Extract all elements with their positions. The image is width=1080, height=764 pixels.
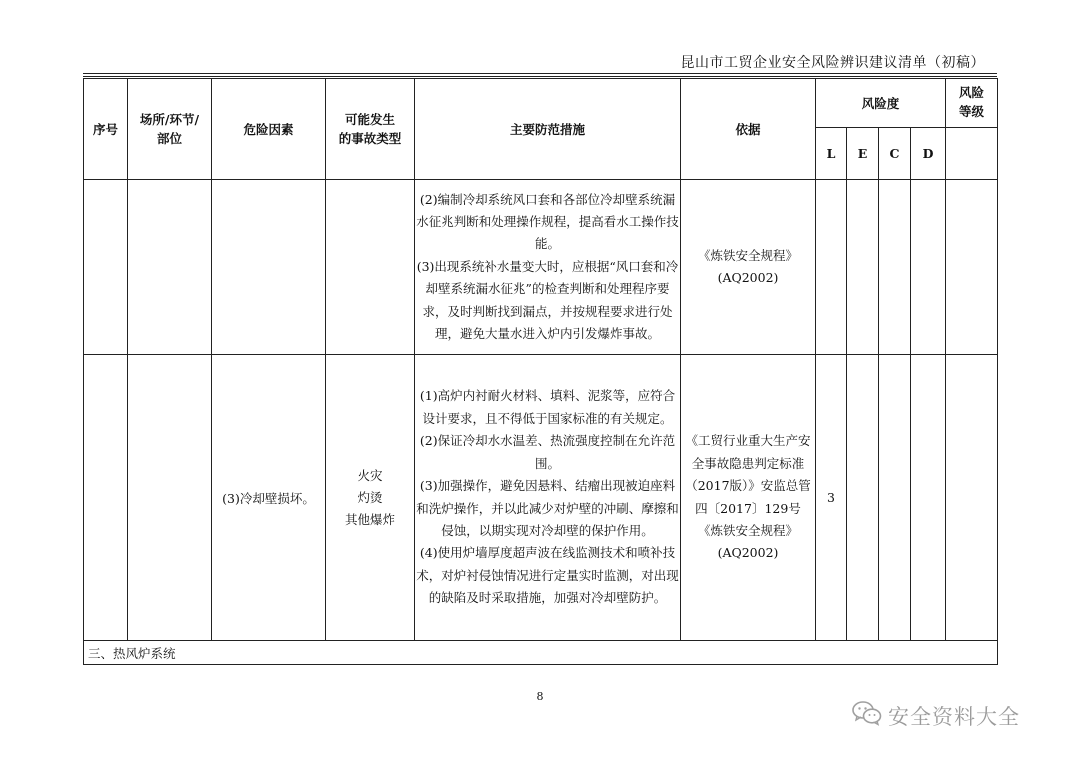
measure-item: (3)出现系统补水量变大时，应根据“风口套和冷却壁系统漏水征兆”的检查判断和处理程序要求，及时判断找到漏点，并按规程要求进行处理，避免大量水进入炉内引发爆炸事故。 bbox=[416, 258, 679, 342]
cell-L bbox=[816, 180, 847, 355]
cell-seq bbox=[84, 355, 128, 641]
header-risk-degree: 风险度 bbox=[816, 79, 946, 128]
header-risk-level-line2: 等级 bbox=[959, 104, 985, 119]
section-row-title: 三、热风炉系统 bbox=[84, 641, 998, 665]
header-level-blank bbox=[946, 128, 998, 180]
cell-accident bbox=[326, 355, 415, 641]
header-accident-type bbox=[326, 79, 415, 180]
cell-E bbox=[847, 180, 879, 355]
basis-line: 《炼铁安全规程》 bbox=[697, 247, 798, 263]
header-C: C bbox=[879, 128, 911, 180]
header-basis: 依据 bbox=[681, 79, 816, 180]
cell-location bbox=[128, 355, 212, 641]
cell-C bbox=[879, 355, 911, 641]
basis-line: 《工贸行业重大生产安全事故隐患判定标准 bbox=[685, 433, 811, 471]
document-header-title: 昆山市工贸企业安全风险辨识建议清单（初稿） bbox=[680, 55, 985, 71]
cell-basis bbox=[681, 355, 816, 641]
header-rule-bottom bbox=[83, 76, 997, 77]
cell-L: 3 bbox=[816, 355, 847, 641]
cell-D bbox=[911, 180, 946, 355]
cell-hazard: (3)冷却壁损坏。 bbox=[212, 355, 326, 641]
basis-line: (AQ2002) bbox=[717, 545, 779, 561]
cell-level bbox=[946, 355, 998, 641]
header-risk-level bbox=[946, 79, 998, 128]
header-risk-level-line1: 风险 bbox=[959, 85, 985, 100]
wechat-icon bbox=[852, 700, 888, 731]
header-L: L bbox=[816, 128, 847, 180]
cell-level bbox=[946, 180, 998, 355]
accident-type: 灼烫 bbox=[357, 489, 383, 505]
header-E: E bbox=[847, 128, 879, 180]
watermark-text: 安全资料大全 bbox=[888, 704, 1020, 729]
header-rule-thin bbox=[83, 73, 997, 74]
cell-E bbox=[847, 355, 879, 641]
risk-identification-table bbox=[83, 78, 998, 665]
measure-item: (1)高炉内衬耐火材料、填料、泥浆等，应符合设计要求，且不得低于国家标准的有关规定。 bbox=[419, 388, 676, 426]
header-measures: 主要防范措施 bbox=[415, 79, 681, 180]
cell-C bbox=[879, 180, 911, 355]
header-accident-line1: 可能发生 bbox=[344, 112, 395, 127]
measure-item: (4)使用炉墙厚度超声波在线监测技术和喷补技术，对炉衬侵蚀情况进行定量实时监测，对出现的缺陷及时采取措施，加强对冷却壁防护。 bbox=[416, 545, 679, 606]
measure-item: (2)编制冷却系统风口套和各部位冷却壁系统漏水征兆判断和处理操作规程，提高看水工操作技能。 bbox=[416, 191, 679, 252]
page-number: 8 bbox=[536, 690, 544, 703]
header-location-line2: 部位 bbox=[156, 131, 182, 146]
watermark bbox=[852, 700, 1020, 731]
header-location-line1: 场所/环节/ bbox=[139, 112, 200, 127]
cell-measures bbox=[415, 180, 681, 355]
cell-D bbox=[911, 355, 946, 641]
measure-item: (2)保证冷却水水温差、热流强度控制在允许范围。 bbox=[419, 433, 676, 471]
cell-accident bbox=[326, 180, 415, 355]
accident-type: 火灾 bbox=[357, 467, 383, 483]
cell-seq bbox=[84, 180, 128, 355]
cell-measures bbox=[415, 355, 681, 641]
cell-hazard bbox=[212, 180, 326, 355]
header-location bbox=[128, 79, 212, 180]
measure-item: (3)加强操作，避免因悬料、结瘤出现被迫座料和洗炉操作，并以此减少对炉壁的冲刷、摩擦和侵蚀，以期实现对冷却壁的保护作用。 bbox=[416, 478, 679, 538]
basis-line: 《炼铁安全规程》 bbox=[697, 522, 798, 538]
accident-type: 其他爆炸 bbox=[344, 511, 395, 527]
header-seq: 序号 bbox=[84, 79, 128, 180]
header-accident-line2: 的事故类型 bbox=[338, 131, 402, 146]
basis-line: (AQ2002) bbox=[717, 270, 779, 285]
table-row bbox=[84, 355, 998, 641]
basis-line: （2017版）》安监总管四〔2017〕129号 bbox=[685, 478, 811, 516]
header-hazard: 危险因素 bbox=[212, 79, 326, 180]
cell-basis bbox=[681, 180, 816, 355]
cell-location bbox=[128, 180, 212, 355]
header-D: D bbox=[911, 128, 946, 180]
table-row bbox=[84, 180, 998, 355]
